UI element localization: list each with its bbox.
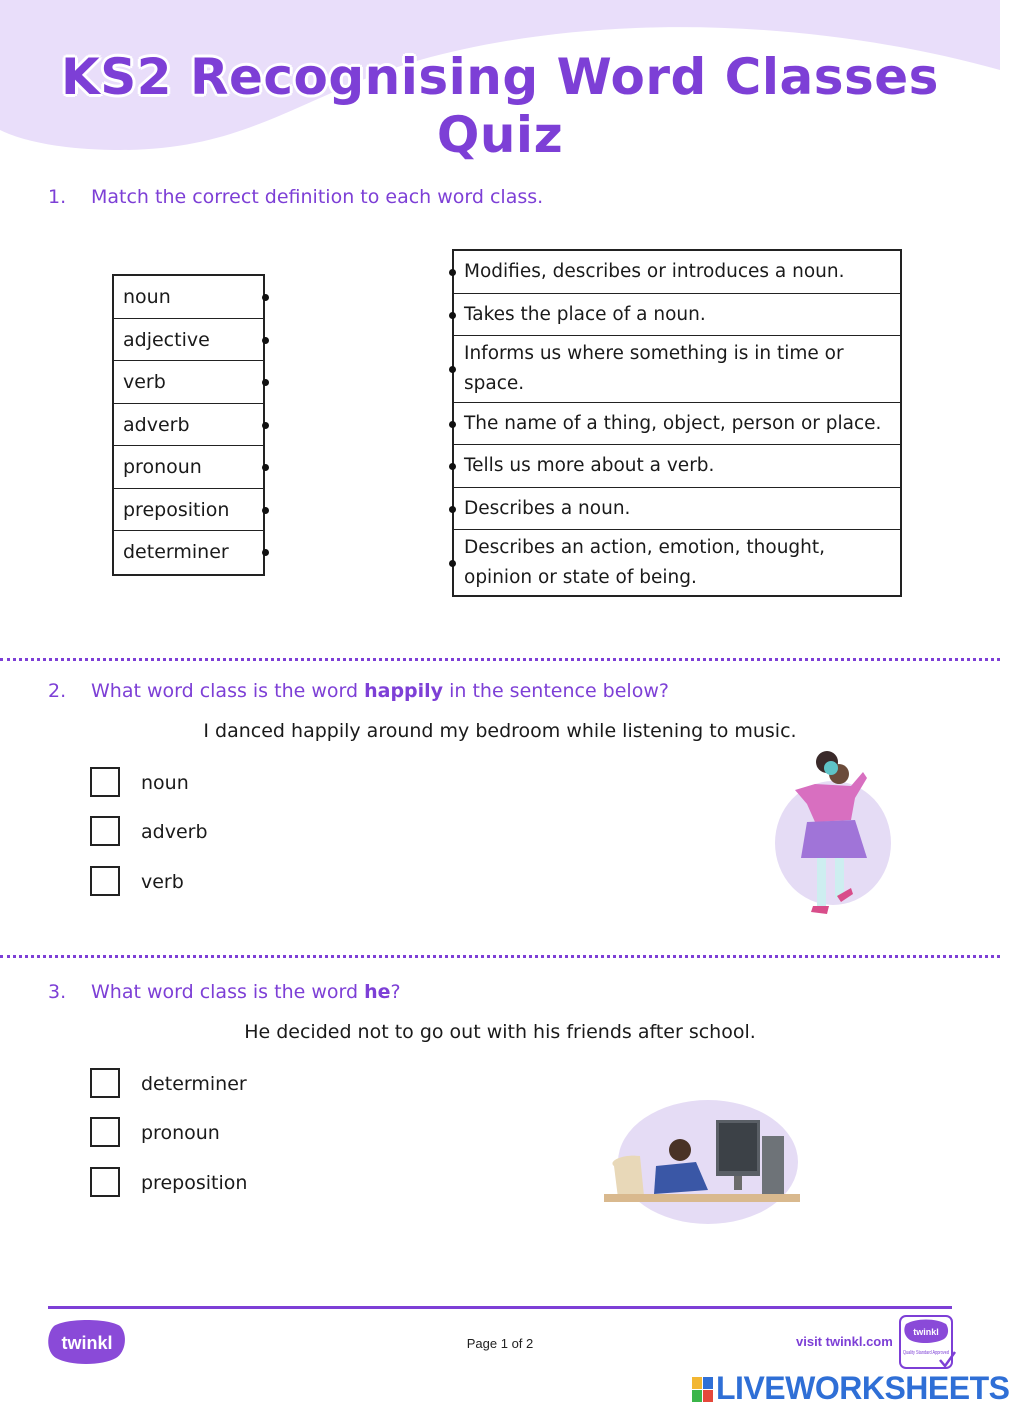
match-dot[interactable] xyxy=(262,549,269,556)
q2-number: 2. xyxy=(48,680,67,702)
definition-cell[interactable]: Modifies, describes or introduces a noun. xyxy=(454,251,900,294)
svg-text:twinkl: twinkl xyxy=(61,1333,113,1353)
word-class-cell[interactable]: verb xyxy=(114,361,263,404)
q3-number: 3. xyxy=(48,981,67,1003)
liveworksheets-watermark: LIVEWORKSHEETS xyxy=(716,1370,1009,1406)
page-number: Page 1 of 2 xyxy=(466,1336,534,1351)
q1-text: Match the correct definition to each word class. xyxy=(91,186,544,208)
q2-checkbox-adverb[interactable] xyxy=(90,816,120,846)
definition-cell[interactable]: Tells us more about a verb. xyxy=(454,445,900,488)
svg-text:twinkl: twinkl xyxy=(913,1327,939,1337)
definition-cell[interactable]: The name of a thing, object, person or place. xyxy=(454,403,900,445)
q2-sentence: I danced happily around my bedroom while listening to music. xyxy=(203,720,797,742)
svg-text:Quality Standard Approved: Quality Standard Approved xyxy=(903,1350,949,1356)
word-class-cell[interactable]: adverb xyxy=(114,404,263,447)
section-divider xyxy=(0,658,1000,661)
q3-checkbox-preposition[interactable] xyxy=(90,1167,120,1197)
q1-number: 1. xyxy=(48,186,67,208)
match-dot[interactable] xyxy=(449,506,456,513)
q3-sentence: He decided not to go out with his friends after school. xyxy=(244,1021,756,1043)
match-dot[interactable] xyxy=(449,463,456,470)
match-dot[interactable] xyxy=(262,464,269,471)
q2-option-label: verb xyxy=(141,871,184,893)
q3-checkbox-determiner[interactable] xyxy=(90,1068,120,1098)
liveworksheets-icon xyxy=(692,1377,714,1403)
match-dot[interactable] xyxy=(449,560,456,567)
word-class-cell[interactable]: determiner xyxy=(114,531,263,574)
q3-option-label: determiner xyxy=(141,1073,247,1095)
q3-option-label: pronoun xyxy=(141,1122,220,1144)
q3-text: What word class is the word he? xyxy=(91,981,401,1003)
definition-table xyxy=(452,249,902,597)
word-class-cell[interactable]: noun xyxy=(114,276,263,319)
word-class-cell[interactable]: pronoun xyxy=(114,446,263,489)
match-dot[interactable] xyxy=(262,294,269,301)
word-class-table xyxy=(112,274,265,576)
q2-checkbox-noun[interactable] xyxy=(90,767,120,797)
match-dot[interactable] xyxy=(449,269,456,276)
q2-text: What word class is the word happily in the sentence below? xyxy=(91,680,669,702)
q2-checkbox-verb[interactable] xyxy=(90,866,120,896)
definition-cell[interactable]: Takes the place of a noun. xyxy=(454,294,900,336)
q3-option-label: preposition xyxy=(141,1172,248,1194)
visit-link[interactable]: visit twinkl.com xyxy=(796,1334,893,1349)
word-class-cell[interactable]: adjective xyxy=(114,319,263,362)
dancing-girl-illustration xyxy=(755,748,895,928)
definition-cell[interactable]: Describes an action, emotion, thought, opinion or state of being. xyxy=(454,530,900,595)
match-dot[interactable] xyxy=(262,507,269,514)
boy-computer-illustration xyxy=(598,1100,808,1230)
footer-rule xyxy=(48,1306,952,1309)
match-dot[interactable] xyxy=(449,366,456,373)
q3-checkbox-pronoun[interactable] xyxy=(90,1117,120,1147)
definition-cell[interactable]: Describes a noun. xyxy=(454,488,900,530)
match-dot[interactable] xyxy=(262,379,269,386)
match-dot[interactable] xyxy=(449,312,456,319)
match-dot[interactable] xyxy=(449,421,456,428)
match-dot[interactable] xyxy=(262,337,269,344)
q2-option-label: adverb xyxy=(141,821,208,843)
definition-cell[interactable]: Informs us where something is in time or space. xyxy=(454,336,900,403)
section-divider xyxy=(0,955,1000,958)
quality-badge xyxy=(898,1314,958,1372)
word-class-cell[interactable]: preposition xyxy=(114,489,263,532)
page-title: KS2 Recognising Word Classes Quiz xyxy=(61,48,939,164)
q2-option-label: noun xyxy=(141,772,189,794)
match-dot[interactable] xyxy=(262,422,269,429)
